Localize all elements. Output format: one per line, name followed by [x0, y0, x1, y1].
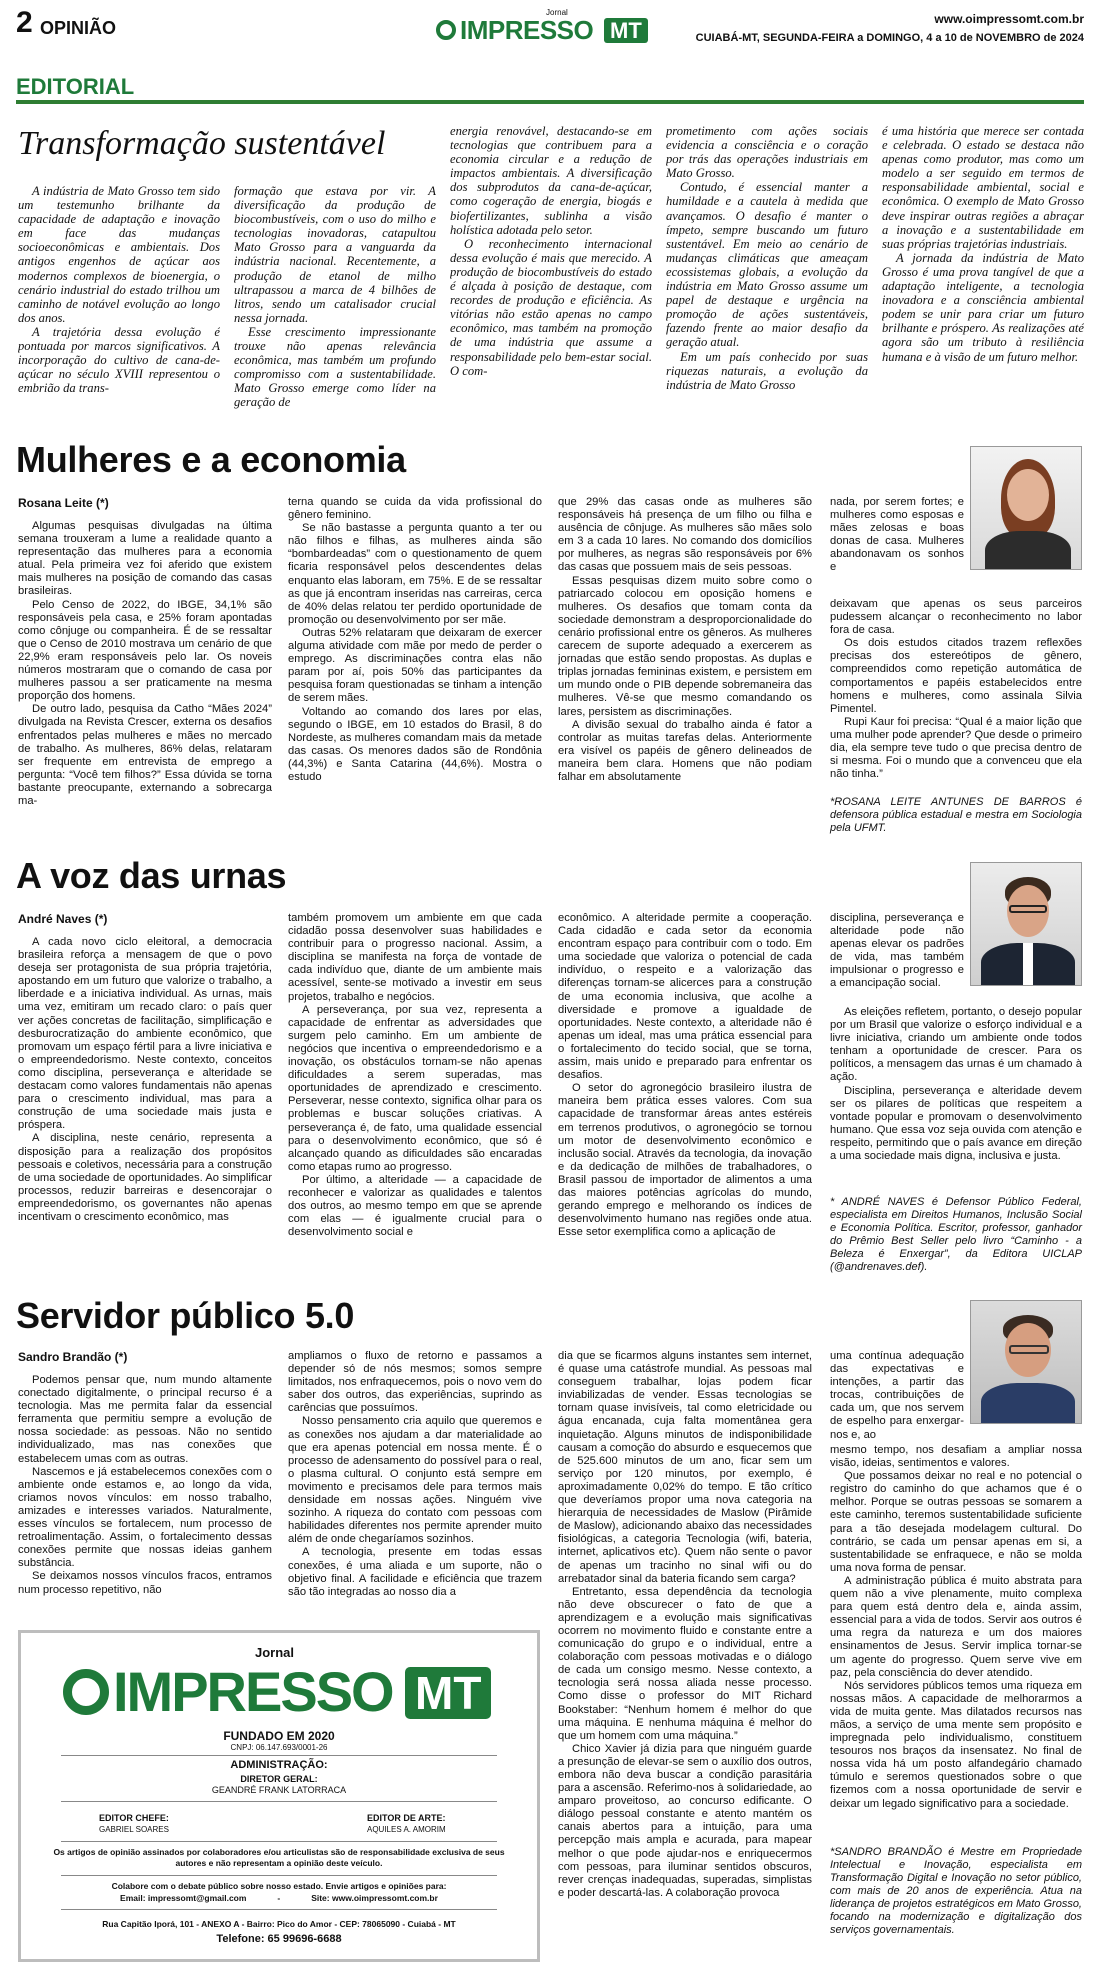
art-name: AQUILES A. AMORIM [367, 1825, 446, 1834]
disclaimer: Os artigos de opinião assinados por colaboradores e/ou articulistas são de responsabilidade exclusiva de seus autores e não representam a opinião deste veículo. [53, 1847, 505, 1868]
article2-author-note: * ANDRÉ NAVES é Defensor Público Federal, especialista em Direitos Humanos, Inclusão Social e Economia Política. Escritor, professor, ganhador do Prêmio Best Seller pelo livro “Caminho - a Beleza é Enxergar”, da Editora UICLAP (@andrenaves.def). [830, 1196, 1082, 1273]
article1-col4b: deixavam que apenas os seus parceiros pudessem alcançar o reconhecimento no labor fora de casa. Os dois estudos citados trazem reflexões precisas dos estereótipos de gênero, compreendidos como repetição automática de comportamentos e papéis estabelecidos entre homens e mulheres, como assinala Silvia Pimentel. Rupi Kaur foi precisa: “Qual é a maior lição que uma mulher pode aprender? Que desde o primeiro dia, ela sempre teve tudo o que precisa dentro de si mesma. Foi o mundo que a convenceu que ela não tinha.” [830, 598, 1082, 781]
article3-byline: Sandro Brandão (*) [18, 1350, 128, 1364]
author-photo-sandro [970, 1300, 1082, 1424]
article3-col4b: mesmo tempo, nos desafiam a ampliar nossa visão, ideias, sentimentos e valores. Que possamos deixar no real e no potencial o registro do caminho do que achamos que é o melhor. Porque se outras pessoas se somarem a este caminho, teremos sustentabilidade suficiente para a tão desejada modelagem cultural. Do contrário, se cada um pensar apenas em si, a sustentabilidade se enfraquece, e não se molda uma nova forma de pensar. A administração pública é muito abstrata para quem não a vive plenamente, muito complexa para quem está dentro dela e, ainda assim, essencial para a vida de todos. Servir aos outros é uma regra da natureza e um dos maiores ensinamentos de Jesus. Servir implica tornar-se um agente do progresso. Quem serve vive em paz, pela consciência do dever atendido. Nós servidores públicos temos uma riqueza em nossas mãos. A capacidade de melhorarmos a vida de muita gente. Mas dilatados recursos nas mãos, a serviço de uma mente sem propósito e impregnada pelo individualismo, constituem tesouros nos braços da insensatez. No final de nossa vida há um posto alfandegário chamado túmulo e seremos questionados sobre o que fizemos com a nossa oportunidade de servir e deixar um legado significativo para a sociedade. [830, 1444, 1082, 1810]
section-label: OPINIÃO [40, 18, 117, 38]
article3-title: Servidor público 5.0 [16, 1295, 355, 1336]
article3-author-note: *SANDRO BRANDÃO é Mestre em Propriedade Intelectual e Inovação, especialista em Transformação Digital e Inovação no setor público, com mais de 20 anos de experiência. Atua na liderança de projetos estratégicos em Mato Grosso, focando na modernização e digitalização dos serviços governamentais. [830, 1846, 1082, 1936]
expediente-logo: IMPRESSO MT [63, 1661, 503, 1723]
contact-line: Email: impressomt@gmail.com - Site: www.oimpressomt.com.br [120, 1893, 438, 1903]
author-photo-rosana [970, 446, 1082, 570]
article2-byline: André Naves (*) [18, 912, 108, 926]
editorial-rule [16, 100, 1084, 104]
article3-col2: ampliamos o fluxo de retorno e passamos a depender só de nós mesmos; somos sempre limitados, nos enfraquecemos, pois o novo vem do saber dos outros, das experiências, suprindo as carências que possuímos. Nosso pensamento cria aquilo que queremos e as conexões nos ajudam a dar materialidade ao que era apenas potencial em nossa mente. É o processo de adensamento do possível para o real, o plasma cultural. O conjunto está sempre em movimento e precisamos dele para termos mais densidade em nossas ações. Ninguém vive sozinho. A riqueza do contato com pessoas com habilidades diferentes nos permite aprender muito além de onde chegaríamos sozinhos. A tecnologia, presente em todas essas conexões, é uma aliada e um suporte, não o objetivo final. A facilidade e eficiência que trazem são tão integradas ao nosso dia a [288, 1350, 542, 1598]
editorial-col5: é uma história que merece ser contada e celebrada. O estado se destaca não apenas como produtor, mas como um modelo a ser seguido em termos de responsabilidade ambiental, social e econômica. O exemplo de Mato Grosso deve inspirar outras regiões a abraçar a inovação e a sustentabilidade em suas próprias trajetórias industriais. A jornada da indústria de Mato Grosso é uma prova tangível de que a adaptação inteligente, a tecnologia inovadora e a consciência ambiental podem se unir para criar um futuro brilhante e próspero. As realizações até agora são um tributo à resiliência humana e à visão de um futuro melhor. [882, 124, 1084, 364]
expediente-logo-small: Jornal [255, 1645, 295, 1660]
founded: FUNDADO EM 2020 [223, 1729, 335, 1743]
article1-byline: Rosana Leite (*) [18, 496, 109, 510]
article1-author-note: *ROSANA LEITE ANTUNES DE BARROS é defensora pública estadual e mestra em Sociologia pela UFMT. [830, 796, 1082, 834]
address: Rua Capitão Iporá, 101 - ANEXO A - Bairro: Pico do Amor - CEP: 78065090 - Cuiabá - MT [102, 1919, 456, 1929]
cnpj: CNPJ: 06.147.693/0001-26 [230, 1743, 328, 1752]
website[interactable]: www.oimpressomt.com.br [934, 12, 1084, 26]
editorial-title: Transformação sustentável [18, 125, 386, 162]
collab-text: Colabore com o debate público sobre nosso estado. Envie artigos e opiniões para: [111, 1881, 447, 1891]
article2-col3: econômico. A alteridade permite a cooperação. Cada cidadão e cada setor da economia encontram espaço para contribuir com o todo. Em uma sociedade que valoriza o potencial de cada indivíduo, o respeito e a valorização das diferenças tornam-se alicerces para a construção de uma economia inclusiva, que acolhe a diversidade e promove a igualdade de oportunidades. Neste contexto, a alteridade não é apenas um ideal, mas uma prática essencial para o fortalecimento do tecido social, que se torna, assim, mais unido e preparado para enfrentar os desafios. O setor do agronegócio brasileiro ilustra de maneira bem prática esses valores. Com sua capacidade de transformar áreas antes estéreis em terrenos produtivos, o agronegócio se tornou um motor de desenvolvimento econômico e inclusão social. Através da tecnologia, da inovação e da dedicação de milhões de trabalhadores, o Brasil passou de importador de alimentos a uma das maiores potências agrícolas do mundo, gerando emprego e melhorando os índices de desenvolvimento humano nas regiões onde atua. Esse setor exemplifica como a aplicação de [558, 912, 812, 1239]
article2-col1: A cada novo ciclo eleitoral, a democracia brasileira reforça a mensagem de que o povo deseja ser protagonista de sua própria trajetória, apostando em um futuro que valorize o trabalho, a liberdade e a iniciativa individual. As urnas, mais uma vez, emitiram um recado claro: o país quer ver ações concretas de facilitação, simplificação e desburocratização do ambiente econômico, que promovam um espaço fértil para a livre iniciativa e o empreendedorismo. Neste contexto, conceitos como disciplina, perseverança e alteridade se destacam como valores fundamentais não apenas para o crescimento individual, mas para a construção de uma sociedade mais justa e próspera. A disciplina, neste cenário, representa a disposição para a realização dos propósitos pessoais e coletivos, necessária para a construção de uma sociedade de oportunidades. Ao simplificar processos, reduzir barreiras e desencorajar o empreendedorismo, os governantes não apenas incentivam o crescimento econômico, mas [18, 936, 272, 1223]
editorial-col1: A indústria de Mato Grosso tem sido um testemunho brilhante da capacidade de adaptação e inovação em face das mudanças socioeconômicas e ambientais. Dos antigos engenhos de açúcar aos modernos complexos de bioenergia, o cenário industrial do estado trilhou um caminho de notável evolução ao longo dos anos. A trajetória dessa evolução é pontuada por marcos significativos. A incorporação do cultivo de cana-de-açúcar no século XVIII representou o embrião da trans- [18, 184, 220, 396]
article2-col2: também promovem um ambiente em que cada cidadão possa desenvolver suas habilidades e contribuir para o progresso nacional. Assim, a disciplina se manifesta na força de vontade de cada indivíduo que, diante de um ambiente mais acessível, sente-se motivado a investir em seus projetos, trabalho e negócios. A perseverança, por sua vez, representa a capacidade de enfrentar as adversidades que surgem pelo caminho. Em um ambiente de negócios que incentiva o empreendedorismo e a inovação, os obstáculos tornam-se não apenas dificuldades a serem superadas, mas oportunidades de aprendizado e crescimento. Perseverar, nesse contexto, significa olhar para os problemas e buscar soluções criativas. A perseverança é, de fato, uma qualidade essencial para o desenvolvimento econômico, que só é alcançado quando as dificuldades são encaradas como etapas rumo ao progresso. Por último, a alteridade — a capacidade de reconhecer e valorizar as qualidades e talentos dos outros, ao mesmo tempo em que se aprende com elas — é igualmente crucial para o desenvolvimento social e [288, 912, 542, 1239]
page-number: 2 [16, 6, 33, 39]
chief-label: EDITOR CHEFE: [99, 1813, 169, 1823]
editorial-col2: formação que estava por vir. A diversificação da produção de biocombustíveis, com o uso do milho e tecnologias inovadoras, catapultou Mato Grosso para a vanguarda da indústria nacional. Recentemente, a produção de etanol de milho ultrapassou a marca de 4 bilhões de litros, sendo um catalisador crucial nessa jornada. Esse crescimento impressionante trouxe não apenas relevância econômica, mas também um profundo compromisso com a sustentabilidade. Mato Grosso emerge como líder na geração de [234, 184, 436, 410]
art-label: EDITOR DE ARTE: [367, 1813, 446, 1823]
site-link[interactable]: Site: www.oimpressomt.com.br [311, 1893, 438, 1903]
email-link[interactable]: Email: impressomt@gmail.com [120, 1893, 247, 1903]
article1-col2: terna quando se cuida da vida profissional do gênero feminino. Se não bastasse a pergunta quanto a ter ou não filhos e filhas, as mulheres ainda são “bombardeadas” com o questionamento de quem ficaria responsável pelos descendentes delas enquanto elas laboram, em 75%. E de se ressaltar as que já encontram inseridas nas carreiras, cerca de 40% delas relatou ter perdido oportunidade de promoção ou desenvolvimento por ser mãe. Outras 52% relataram que deixaram de exercer alguma atividade com mãe por medo de perder o emprego. As discriminações contra elas não param por aí, pois 50% das participantes da pesquisa foram questionadas se tinham a intenção de serem mães. Voltando ao comando dos lares por elas, segundo o IBGE, em 10 estados do Brasil, 8 do Nordeste, as mulheres comandam mais da metade das casas. Os menores dados são de Rondônia (44,3%) e Santa Catarina (44,6%). Mostra o estudo [288, 496, 542, 783]
admin-label: ADMINISTRAÇÃO: [230, 1759, 328, 1771]
article2-col4a: disciplina, perseverança e alteridade pode não apenas elevar os padrões de vida, mas também impulsionar o progresso e a emancipação social. [830, 912, 964, 990]
article1-title: Mulheres e a economia [16, 439, 406, 480]
director-name: GEANDRÉ FRANK LATORRACA [211, 1785, 347, 1795]
phone: Telefone: 65 99696-6688 [216, 1933, 342, 1945]
article3-col3: dia que se ficarmos alguns instantes sem internet, é quase uma catástrofe mundial. As pessoas mal conseguem trabalhar, lojas podem ficar inviabilizadas de vender. Essas tecnologias se tornam quase invisíveis, tal como eletricidade ou água encanada, cuja falta momentânea gera inquietação. Alguns minutos de indisponibilidade causam a comoção do absurdo e esquecemos que de 525.600 minutos de um ano, ficar sem um serviço por 120 minutos, por exemplo, é aproximadamente 0,02% do tempo. E tão crítico que deveríamos propor uma nova categoria na hierarquia de necessidades de Maslow (Pirâmide de Maslow), adicionando abaixo das necessidades fisiológicas, a categoria Tecnologia (wifi, bateria, internet, aplicativos etc). Quem não sente o pavor de apenas um tracinho no sinal wifi ou do arrebatador sinal da bateria ficando sem carga? Entretanto, essa dependência da tecnologia não deve obscurecer o fato de que a aprendizagem e a evolução mais significativas ocorrem no movimento fluido e constante entre a comunicação do grupo e o individual, entre a colaboração com pessoas motivadas e o diálogo de cada um consigo mesmo. Nesse contexto, a tecnologia será nossa aliada nesse processo. Como disse o professor do MIT Richard Bookstaber: “Nenhum homem é melhor do que uma máquina. E nenhuma máquina é melhor do que um homem com uma máquina.” Chico Xavier já dizia para que ninguém guarde a presunção de elevar-se sem o auxílio dos outros, embora não deva buscar a condição parasitária para a ascensão. Referimo-nos à solidariedade, ao amparo proveitoso, ao concurso edificante. O diálogo pessoal constante e atento mantém os canais abertos para a intuição, para uma percepção mais ampla e acurada, para mapear melhor o que pode ajudar-nos e enriquecermos com pessoas, para iluminar sentidos obscuros, rever crenças inadequadas, superadas, simplistas e poder descartá-las. A colaboração provoca [558, 1350, 812, 1899]
article1-col4a: nada, por serem fortes; e mulheres como esposas e mães zelosas e boas donas de casa. Mulheres abandonavam os sonhos e [830, 496, 964, 574]
dateline: CUIABÁ-MT, SEGUNDA-FEIRA a DOMINGO, 4 a 10 de NOVEMBRO de 2024 [695, 32, 1084, 44]
masthead-logo: Jornal IMPRESSO MT [436, 8, 676, 44]
article2-title: A voz das urnas [16, 855, 287, 896]
logo-o-icon [63, 1669, 109, 1715]
editorial-col3: energia renovável, destacando-se em tecnologias que contribuem para a economia circular e a redução de impactos ambientais. A diversificação dos subprodutos da cana-de-açúcar, como cogeração de energia, biogás e biofertilizantes, sublinha a visão holística adotada pelo setor. O reconhecimento internacional dessa evolução é mais que merecido. A produção de biocombustíveis do estado é alçada à posição de destaque, com recordes de produção e eficiência. As vitórias não estão apenas no campo econômico, mas também na promoção de uma indústria que assume a responsabilidade pelo bem-estar social. O com- [450, 124, 652, 378]
director-label: DIRETOR GERAL: [240, 1774, 318, 1784]
article1-col1: Algumas pesquisas divulgadas na última semana trouxeram a lume a realidade quanto a representação das mulheres para a economia atual. Pela primeira vez foi aferido que existem mais mulheres na posição de comando das casas brasileiras. Pelo Censo de 2022, do IBGE, 34,1% são responsáveis pela casa, e 25% foram apontadas como cônjuge ou companheira. É de se ressaltar que o Censo de 2010 mostrava um cenário de que 22,9% eram responsáveis pelo lar. Os noveis números mostraram que o comando de casa por mulheres passou a ser praticamente na mesma proporção dos homens. De outro lado, pesquisa da Catho “Mães 2024” divulgada na Revista Crescer, externa os desafios enfrentados pelas mulheres e mães no mercado de trabalho. As mulheres, 86% delas, relataram ser frequente em entrevista de emprego a pergunta: “Você tem filhos?” Essa dúvida se torna bastante preocupante, externando a sobrecarga ma- [18, 520, 272, 807]
article1-col3: que 29% das casas onde as mulheres são responsáveis há presença de um filho ou filha e ausência de cônjuge. As mulheres são mães solo em 3 a cada 10 lares. No comando dos domicílios por mulheres, as negras são responsáveis por 6% das casas que possuem mais de seis pessoas. Essas pesquisas dizem muito sobre como o patriarcado colocou em oposição homens e mulheres. Os desafios que tomam conta da sociedade demonstram a desproporcionalidade do cenário profissional entre os gêneros. As mulheres carecem de suporte adequado a exercerem as jornadas que estão sendo propostas. As duplas e triplas jornadas femininas existem, e persistem em um mundo onde o PIB depende sobremaneira das mulheres. Vê-se que mesmo comandando os lares, persistem as discriminações. A divisão sexual do trabalho ainda é fator a controlar as muitas tarefas delas. Anteriormente era visível os papéis de gênero delineados de maneira bem clara. Homens que não podiam falhar em absolutamente [558, 496, 812, 783]
chief-name: GABRIEL SOARES [99, 1825, 169, 1834]
logo-o-icon [436, 20, 456, 40]
author-photo-andre [970, 862, 1082, 986]
editorial-label: EDITORIAL [16, 74, 135, 99]
page-header [16, 6, 1084, 46]
article2-col4b: As eleições refletem, portanto, o desejo popular por um Brasil que valorize o esforço individual e a livre iniciativa, criando um ambiente onde todos tenham a oportunidade de crescer. Para os políticos, a mensagem das urnas é um chamado à ação. Disciplina, perseverança e alteridade devem ser os pilares de políticas que respeitem a vontade popular e promovam o desenvolvimento humano. Que essa voz seja ouvida com atenção e respeito, permitindo que o país avance em direção a uma sociedade mais digna, inclusiva e justa. [830, 1006, 1082, 1163]
expediente-box [18, 1630, 540, 1962]
editorial-col4: prometimento com ações sociais evidencia a consciência e o coração por trás das operações industriais em Mato Grosso. Contudo, é essencial manter a humildade e a cautela à medida que avançamos. O desafio é manter o ímpeto, sempre buscando um futuro sustentável. Em meio ao cenário de mudanças climáticas que ameaçam ecossistemas globais, a evolução da indústria em Mato Grosso assume um papel de destaque e urgência na promoção de ações sustentáveis, fazendo frente ao maior desafio da geração atual. Em um país conhecido por suas riquezas naturais, a evolução da indústria de Mato Grosso [666, 124, 868, 392]
article3-col1: Podemos pensar que, num mundo altamente conectado digitalmente, o principal recurso é a tecnologia. Mas me permita falar da essencial ferramenta que permitiu sempre a evolução de nossa sociedade: as pessoas. Não no sentido individualizado, mas nas conexões que estabelecem umas com as outras. Nascemos e já estabelecemos conexões com o ambiente onde estamos e, ao longo da vida, criamos novos vínculos: em nosso trabalho, amizades e interesses variados. Naturalmente, esses vínculos se fortalecem, num processo de retroalimentação. Assim, o fortalecimento dessas conexões permite que nossas ideias ganhem substância. Se deixamos nossos vínculos fracos, entramos num processo repetitivo, não [18, 1374, 272, 1596]
article3-col4a: uma contínua adequação das expectativas e intenções, a partir das trocas, contribuições de cada um, que nos servem de espelho para enxergar-nos e, ao [830, 1350, 964, 1441]
